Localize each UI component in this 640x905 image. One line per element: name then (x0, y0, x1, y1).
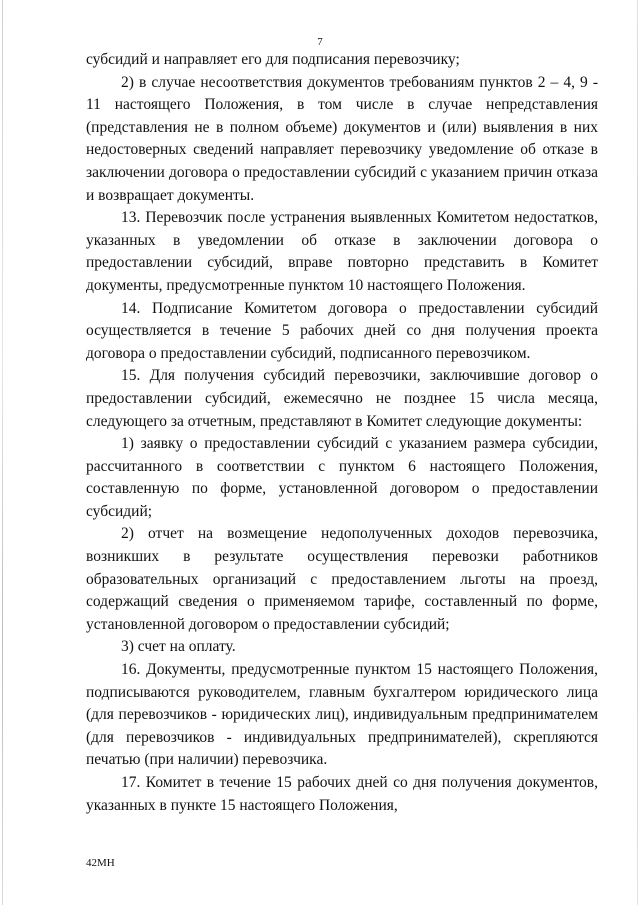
paragraph-14: 14. Подписание Комитетом договора о предоставлении субсидий осуществляется в течение 5 рабочих дней со дня получения проекта договора о предоставлении субсидий, подписанного перевозчиком. (86, 299, 598, 362)
paragraph-15: 15. Для получения субсидий перевозчики, заключившие договор о предоставлении субсидий, ежемесячно не позднее 15 числа месяца, следующего за отчетным, представляют в Комитет следующие документы: (86, 367, 598, 430)
paragraph-15-1: 1) заявку о предоставлении субсидий с указанием размера субсидии, рассчитанного в соответствии с пунктом 6 настоящего Положения, составленную по форме, установленной договором о предоставлении субсидий; (86, 435, 598, 520)
scan-left-edge (2, 0, 3, 905)
paragraph-16: 16. Документы, предусмотренные пунктом 15 настоящего Положения, подписываются руководителем, главным бухгалтером юридического лица (для перевозчиков - юридических лиц), индивидуальным предпринимателем (для перевозчиков - индивидуальных предпринимателей), скрепляются печатью (при наличии) перевозчика. (86, 661, 598, 769)
scan-right-edge (637, 0, 638, 905)
paragraph-12-2: 2) в случае несоответствия документов требованиям пунктов 2 – 4, 9 - 11 настоящего Положения, в том числе в случае непредставления (представления не в полном объеме) документов и (или) выявления в них недостоверных сведений направляет перевозчику уведомление об отказе в заключении договора о предоставлении субсидий с указанием причин отказа и возвращает документы. (86, 73, 598, 204)
paragraph-15-3: 3) счет на оплату. (121, 638, 236, 656)
paragraph-continuation: субсидий и направляет его для подписания перевозчику; (86, 51, 460, 68)
paragraph-17: 17. Комитет в течение 15 рабочих дней со дня получения документов, указанных в пункте 15 настоящего Положения, (86, 774, 598, 814)
footer-document-code: 42МН (86, 857, 115, 869)
page-number: 7 (317, 36, 323, 48)
document-body (86, 49, 598, 817)
paragraph-15-2: 2) отчет на возмещение недополученных доходов перевозчика, возникших в результате осуществления перевозки работников образовательных организаций с предоставлением льготы на проезд, содержащий сведения о применяемом тарифе, составленный по форме, установленной договором о предоставлении субсидий; (86, 525, 598, 633)
paragraph-13: 13. Перевозчик после устранения выявленных Комитетом недостатков, указанных в уведомлении об отказе в заключении договора о предоставлении субсидий, вправе повторно представить в Комитет документы, предусмотренные пунктом 10 настоящего Положения. (86, 209, 598, 294)
